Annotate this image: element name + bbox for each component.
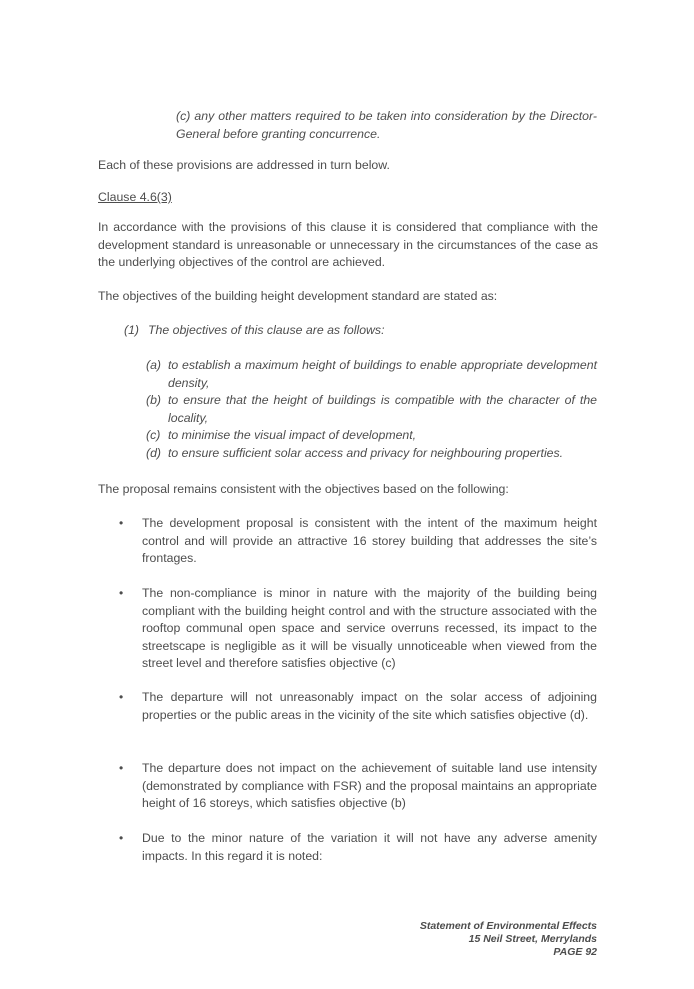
bullet-item: The non-compliance is minor in nature with the majority of the building being compliant with the building height control and with the structure associated with the rooftop communal open space and service overruns recessed, its impact to the streetscape is negligible as it will be visually unnoticeable when viewed from the street level and therefore satisfies objective (c) [142, 586, 597, 670]
objective-text-a: to establish a maximum height of buildings to enable appropriate development density, [168, 358, 597, 390]
objective-text-d: to ensure sufficient solar access and privacy for neighbouring properties. [168, 446, 564, 460]
objective-label-a: (a) [146, 358, 162, 372]
consistent-intro: The proposal remains consistent with the objectives based on the following: [98, 482, 509, 496]
footer-title: Statement of Environmental Effects [419, 920, 597, 932]
bullet-item: The departure does not impact on the achievement of suitable land use intensity (demonstrated by compliance with FSR) and the proposal maintains an appropriate height of 16 storeys, which satisfies objective (b) [142, 761, 597, 810]
footer-address: 15 Neil Street, Merrylands [468, 933, 597, 945]
bullet-item: Due to the minor nature of the variation it will not have any adverse amenity impacts. In this regard it is noted: [142, 831, 597, 863]
objectives-heading-label: (1) [124, 323, 140, 337]
bullet-marker: • [119, 586, 124, 600]
quoted-clause-c: (c) any other matters required to be taken into consideration by the Director-General before granting concurrence. [176, 109, 597, 141]
bullet-marker: • [119, 831, 124, 845]
objective-text-b: to ensure that the height of buildings is compatible with the character of the locality, [168, 393, 597, 425]
objectives-intro: The objectives of the building height development standard are stated as: [98, 289, 498, 303]
bullet-item: The development proposal is consistent with the intent of the maximum height control and will provide an attractive 16 storey building that addresses the site’s frontages. [142, 516, 597, 565]
clause-paragraph: In accordance with the provisions of this clause it is considered that compliance with the development standard is unreasonable or unnecessary in the circumstances of the case as the underlying objectives of the control are achieved. [98, 220, 598, 269]
objectives-heading-text: The objectives of this clause are as follows: [148, 323, 385, 337]
page-footer [350, 920, 597, 959]
objective-label-b: (b) [146, 393, 162, 407]
bullet-marker: • [119, 690, 124, 704]
objective-label-c: (c) [146, 428, 161, 442]
footer-page-number: PAGE 92 [553, 946, 597, 958]
intro-paragraph: Each of these provisions are addressed in turn below. [98, 158, 390, 172]
clause-heading: Clause 4.6(3) [98, 190, 172, 204]
bullet-marker: • [119, 516, 124, 530]
bullet-marker: • [119, 761, 124, 775]
bullet-item: The departure will not unreasonably impact on the solar access of adjoining properties or the public areas in the vicinity of the site which satisfies objective (d). [142, 690, 597, 722]
objective-label-d: (d) [146, 446, 162, 460]
objective-text-c: to minimise the visual impact of development, [168, 428, 417, 442]
